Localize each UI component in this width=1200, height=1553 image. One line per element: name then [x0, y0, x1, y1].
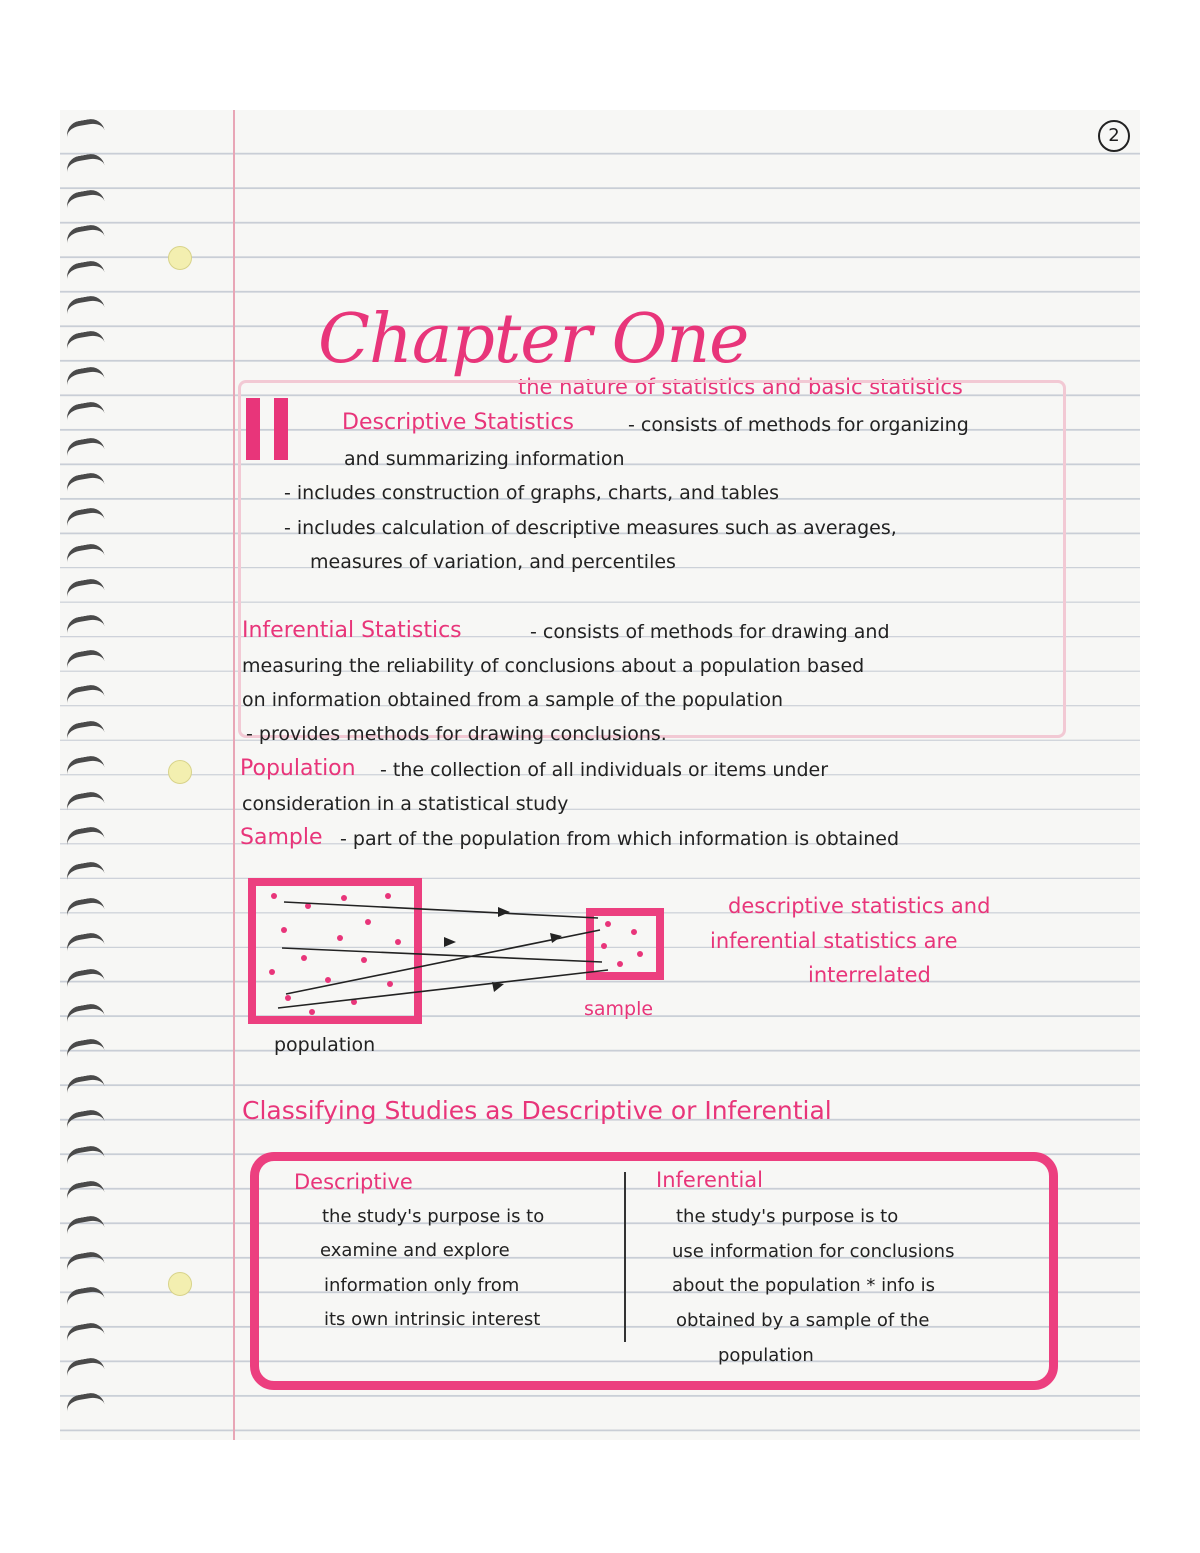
section-number-graphic	[246, 398, 290, 460]
spiral-ring	[65, 1391, 105, 1414]
spiral-ring	[65, 966, 105, 989]
spiral-ring	[65, 188, 105, 211]
inferential-column-line: the study's purpose is to	[676, 1206, 899, 1227]
spiral-ring	[65, 1073, 105, 1096]
spiral-ring	[65, 400, 105, 423]
punch-hole	[168, 246, 192, 270]
inferential-column-line: obtained by a sample of the	[676, 1310, 930, 1331]
sample-definition: - part of the population from which information is obtained	[340, 828, 900, 850]
descriptive-bullet-cont: measures of variation, and percentiles	[310, 551, 676, 573]
population-term: Population	[240, 756, 356, 781]
sample-dots	[601, 921, 643, 967]
spiral-ring	[65, 542, 105, 565]
sample-label: sample	[584, 998, 654, 1020]
inferential-definition-cont: on information obtained from a sample of the population	[242, 689, 784, 711]
spiral-ring	[65, 1037, 105, 1060]
population-definition-cont: consideration in a statistical study	[242, 793, 569, 815]
spiral-ring	[65, 896, 105, 919]
spiral-ring	[65, 329, 105, 352]
spiral-ring	[65, 1108, 105, 1131]
descriptive-column-line: the study's purpose is to	[322, 1206, 545, 1227]
diagram-caption: interrelated	[808, 963, 931, 987]
inferential-definition-cont: measuring the reliability of conclusions about a population based	[242, 655, 865, 677]
sample-term: Sample	[240, 825, 323, 850]
descriptive-term: Descriptive Statistics	[342, 410, 575, 435]
spiral-ring	[65, 1179, 105, 1202]
spiral-ring	[65, 1143, 105, 1166]
margin-line	[233, 110, 235, 1440]
page-number: 2	[1098, 120, 1130, 152]
punch-hole	[168, 1272, 192, 1296]
sampling-arrows	[278, 902, 608, 1008]
chapter-subtitle: the nature of statistics and basic statistics	[518, 375, 963, 399]
inferential-column-header: Inferential	[656, 1168, 763, 1192]
descriptive-column-line: its own intrinsic interest	[324, 1309, 541, 1330]
chapter-title: Chapter One	[318, 300, 749, 379]
spiral-ring	[65, 435, 105, 458]
spiral-ring	[65, 1002, 105, 1025]
population-sample-diagram	[248, 876, 688, 1046]
descriptive-column-header: Descriptive	[294, 1170, 413, 1194]
spiral-ring	[65, 294, 105, 317]
diagram-caption: descriptive statistics and	[728, 894, 991, 918]
spiral-ring	[65, 1356, 105, 1379]
inferential-bullet: - provides methods for drawing conclusions.	[246, 723, 667, 745]
descriptive-definition-cont: and summarizing information	[344, 448, 625, 470]
descriptive-column-line: information only from	[324, 1275, 520, 1296]
diagram-caption: inferential statistics are	[710, 929, 958, 953]
inferential-column-line: about the population * info is	[672, 1275, 936, 1296]
descriptive-definition: - consists of methods for organizing	[628, 414, 969, 436]
inferential-definition: - consists of methods for drawing and	[530, 621, 890, 643]
spiral-ring	[65, 365, 105, 388]
descriptive-bullet: - includes construction of graphs, charts, and tables	[284, 482, 779, 504]
population-definition: - the collection of all individuals or items under	[380, 759, 829, 781]
spiral-ring	[65, 117, 105, 140]
population-label: population	[274, 1034, 376, 1056]
spiral-ring	[65, 1250, 105, 1273]
spiral-ring	[65, 1285, 105, 1308]
spiral-ring	[65, 577, 105, 600]
spiral-ring	[65, 612, 105, 635]
spiral-ring	[65, 471, 105, 494]
spiral-ring	[65, 860, 105, 883]
spiral-ring	[65, 506, 105, 529]
spiral-ring	[65, 825, 105, 848]
sample-box	[590, 912, 660, 976]
punch-hole	[168, 760, 192, 784]
spiral-ring	[65, 719, 105, 742]
inferential-column-line: use information for conclusions	[672, 1241, 955, 1262]
spiral-binding	[60, 120, 110, 1430]
inferential-term: Inferential Statistics	[242, 618, 462, 643]
spiral-ring	[65, 683, 105, 706]
descriptive-bullet: - includes calculation of descriptive measures such as averages,	[284, 517, 897, 539]
spiral-ring	[65, 223, 105, 246]
classifying-heading: Classifying Studies as Descriptive or Inferential	[242, 1096, 832, 1125]
table-divider	[624, 1172, 626, 1342]
spiral-ring	[65, 789, 105, 812]
spiral-ring	[65, 754, 105, 777]
spiral-ring	[65, 152, 105, 175]
spiral-ring	[65, 931, 105, 954]
spiral-ring	[65, 1320, 105, 1343]
spiral-ring	[65, 258, 105, 281]
spiral-ring	[65, 648, 105, 671]
spiral-ring	[65, 1214, 105, 1237]
descriptive-column-line: examine and explore	[320, 1240, 510, 1261]
inferential-column-line: population	[718, 1345, 814, 1366]
